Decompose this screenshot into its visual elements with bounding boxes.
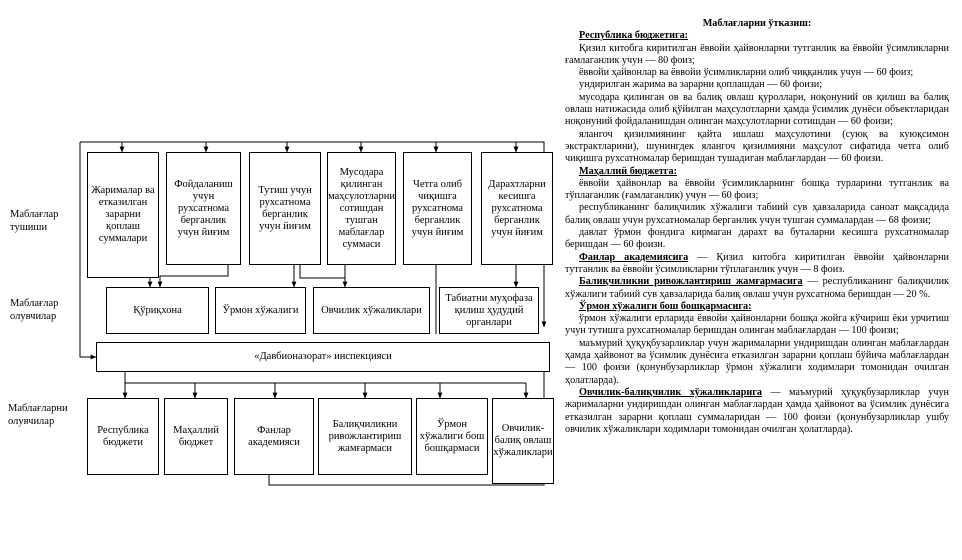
recipient-box-hunting: Овчилик хўжаликлари [313, 287, 430, 334]
local-item: давлат ўрмон фондига кирмаган дарахт ва буталарни кесишга рухсатномалар беришдан — 60 фоизи. [565, 227, 949, 251]
row-label-income: Маблағлар тушиши [10, 209, 59, 233]
source-box-catch-permit: Тутиш учун рухсатнома берганлик учун йиғим [249, 152, 321, 265]
hunting-note [565, 387, 949, 436]
payer-box-hunting-fishing: Овчилик-балиқ овлаш хўжаликлари [492, 398, 554, 484]
row-label-recipients: Маблағлар олувчилар [10, 298, 59, 322]
republic-item: ундирилган жарима ва зарарни қоплашдан — 60 фоизи; [579, 79, 823, 91]
republic-item: мусодара қилинган ов ва балиқ овлаш қуроллари, ноқонуний ов қилиш ва балиқ овлаш натижасида олиб қўйилган маҳсулотларни ҳамда ўсимлик дунёси объектларидан ноқонуний фойдаланишдан олинган маҳсулотларни сотишдан — 60 фоизи; [565, 91, 949, 128]
forest-heading: Ўрмон хўжалиги бош бошқармасига: [579, 300, 752, 312]
recipient-box-reserve: Қўриқхона [106, 287, 209, 334]
fund-note [565, 276, 949, 301]
payer-box-academy: Фанлар академияси [234, 398, 314, 475]
payer-box-republic-budget: Республика бюджети [87, 398, 159, 475]
fund-text: — республиканинг балиқчилик хўжалиги табиий сув ҳавзаларида балиқ овлаш учун рухсатнома беришдан — 20 %. [565, 276, 949, 300]
payer-box-fishery-fund: Балиқчиликни ривожлантириш жамғармаси [318, 398, 412, 475]
connector [125, 372, 526, 383]
connector [300, 265, 345, 287]
payer-box-forestry-board: Ўрмон хўжалиги бош бошқармаси [416, 398, 488, 475]
republic-heading: Республика бюджетига: [579, 30, 689, 42]
hunting-text: — маъмурий ҳуқуқбузарликлар учун жарималарни ундиришдан олинган маблағлардан ҳамда ҳайвонот ва ўсимлик дунёсига етказилган зарарни қоплаш суммаларидан — 100 фоизи (қонунбузарликлар ушбу овчилик хўжаликлари ходимлари томонидан очилган ҳолатларда). [565, 386, 949, 435]
payer-box-local-budget: Маҳаллий бюджет [164, 398, 228, 475]
source-box-use-permit: Фойдаланиш учун рухсатнома берганлик учун йиғим [166, 152, 241, 265]
local-item: республиканинг балиқчилик хўжалиги табиий сув ҳавзаларида саноат мақсадида балиқ овлаш учун рухсатномалар берганлик учун тушган суммалардан — 68 фоизи; [565, 202, 949, 226]
inspection-box: «Давбионазорат» инспекцияси [96, 342, 550, 372]
local-item: ёввойи ҳайвонлар ва ёввойи ўсимликларнинг бошқа турларини тутганлик ва тўплаганлик (ғамлаганлик) учун — 60 фоиз; [565, 177, 949, 202]
republic-item: Қизил китобга киритилган ёввойи ҳайвонларни тутганлик ва ёввойи ўсимликларни ғамлаганлик учун — 80 фоиз; [565, 42, 949, 66]
recipient-box-nature-protection: Табиатни муҳофаза қилиш ҳудудий органлари [439, 287, 539, 334]
hunting-heading: Овчилик-балиқчилик хўжаликларига [579, 386, 762, 398]
connector [160, 265, 228, 287]
local-heading: Маҳаллий бюджетга: [579, 165, 678, 177]
forest-item: ўрмон хўжалиги ерларида ёввойи ҳайвонларни бошқа жойга кўчириш ёки урчитиш учун тутишга рухсатномалар беришдан олинган маблағлардан — 100 фоизи; [565, 313, 949, 337]
source-box-fines: Жарималар ва етказилган зарарни қоплаш суммалари [87, 152, 159, 278]
forest-item: маъмурий ҳуқуқбузарликлар учун жарималарни ундиришдан олинган маблағлардан ҳамда ҳайвонот ва ўсимлик дунёсига етказилган зарарни қоплаш бўйича маблағлардан — 100 фоизи (қонунбузарликлар ўрмон хўжалиги ходимлари томонидан очилган ҳолатларда). [565, 337, 949, 386]
row-label-payers: Маблағларни олувчилар [8, 403, 68, 427]
source-box-export-permit: Четга олиб чиқишга рухсатнома берганлик учун йиғим [403, 152, 472, 265]
source-box-tree-permit: Дарахтларни кесишга рухсатнома берганлик учун йиғим [481, 152, 553, 265]
republic-item: ёввойи ҳайвонлар ва ёввойи ўсимликларни олиб чиққанлик учун — 60 фоиз; [579, 67, 914, 79]
fund-heading: Балиқчиликни ривожлантириш жамғармасига [579, 276, 803, 288]
transfer-notes [565, 18, 949, 436]
republic-item: ялангоч қизилмиянинг қайта ишлаш маҳсулотини (суюқ ва куюқсимон экстрактларини), шунингдек ялангоч қизилмияни маҳсулот сифатида четга олиб чиқишга рухсатномалар беришдан тушадиган маблағлардан — 60 фоизи. [565, 128, 949, 165]
recipient-box-forestry: Ўрмон хўжалиги [215, 287, 306, 334]
source-box-confiscated: Мусодара қилинган маҳсулотларни сотишдан тушган маблағлар суммаси [327, 152, 396, 265]
academy-heading: Фанлар академиясига [579, 251, 689, 263]
academy-text: — Қизил китобга киритилган ёввойи ҳайвонларни тутганлик ва ёввойи ўсимликларни тўплаганлик учун — 8 фоиз. [565, 251, 949, 275]
notes-title: Маблағларни ўтказиш: [702, 18, 812, 29]
academy-note [565, 252, 949, 277]
